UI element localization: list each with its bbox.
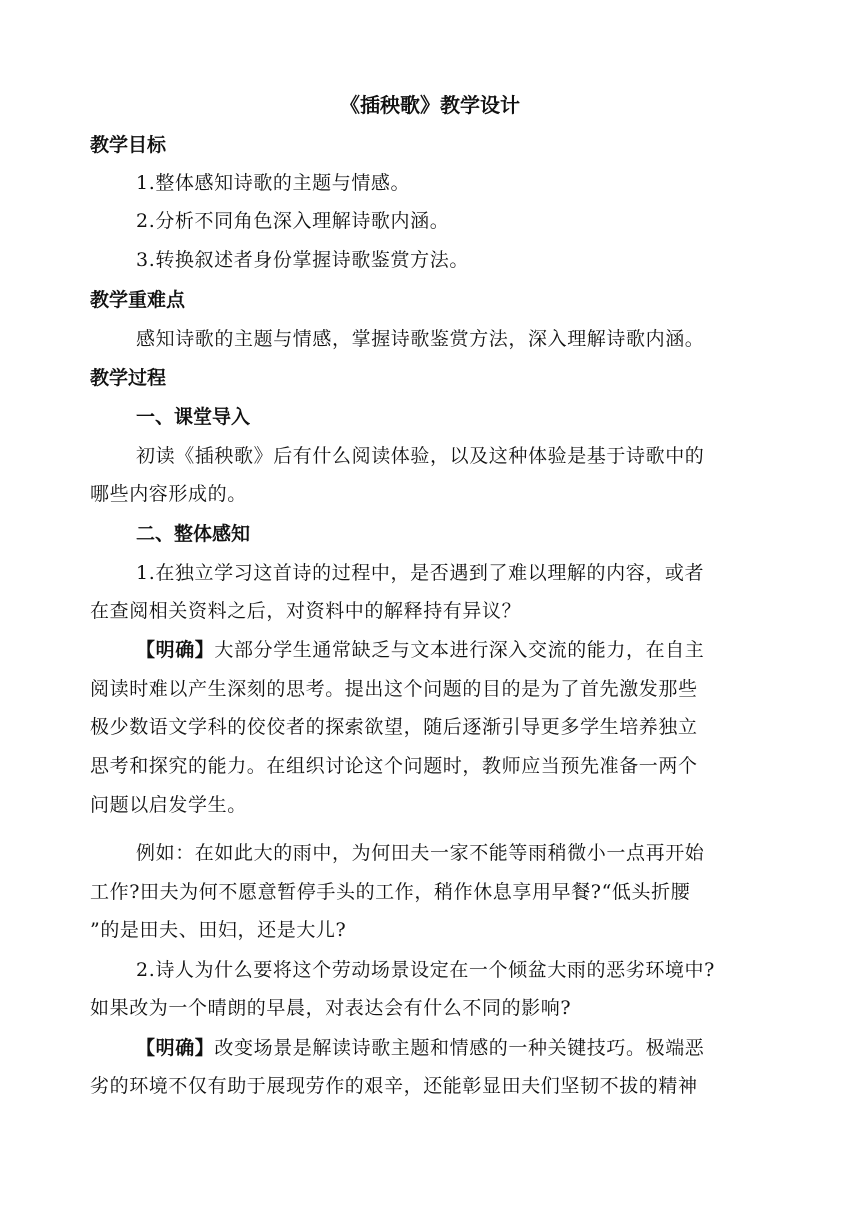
- paragraph-line: 极少数语文学科的佼佼者的探索欲望，随后逐渐引导更多学生培养独立: [90, 716, 698, 738]
- answer-text: 改变场景是解读诗歌主题和情感的一种关键技巧。极端恶: [214, 1037, 705, 1059]
- paragraph-line: 阅读时难以产生深刻的思考。提出这个问题的目的是为了首先激发那些: [90, 678, 698, 700]
- objective-item: 3.转换叙述者身份掌握诗歌鉴赏方法。: [136, 249, 469, 271]
- key-points-text: 感知诗歌的主题与情感，掌握诗歌鉴赏方法，深入理解诗歌内涵。: [136, 328, 705, 350]
- heading-key-points: 教学重难点: [90, 289, 186, 311]
- paragraph-line: 问题以启发学生。: [90, 794, 247, 816]
- heading-intro: 一、课堂导入: [136, 406, 251, 428]
- objective-item: 2.分析不同角色深入理解诗歌内涵。: [136, 210, 450, 232]
- paragraph-line: ”的是田夫、田妇，还是大儿?: [90, 919, 347, 941]
- clarify-label: 【明确】: [136, 1037, 215, 1059]
- paragraph-line: 哪些内容形成的。: [90, 483, 247, 505]
- paragraph-line: 劣的环境不仅有助于展现劳作的艰辛，还能彰显田夫们坚韧不拔的精神: [90, 1075, 698, 1097]
- heading-overall: 二、整体感知: [136, 523, 251, 545]
- paragraph-line: [136, 1031, 704, 1065]
- heading-process: 教学过程: [90, 367, 167, 389]
- heading-objectives: 教学目标: [90, 134, 167, 156]
- objective-item: 1.整体感知诗歌的主题与情感。: [136, 172, 411, 194]
- paragraph-line: 初读《插秧歌》后有什么阅读体验，以及这种体验是基于诗歌中的: [136, 445, 705, 467]
- document-title: 《插秧歌》教学设计: [340, 93, 520, 117]
- paragraph-line: 思考和探究的能力。在组织讨论这个问题时，教师应当预先准备一两个: [90, 755, 698, 777]
- paragraph-line: 2.诗人为什么要将这个劳动场景设定在一个倾盆大雨的恶劣环境中?: [136, 959, 715, 981]
- paragraph-line: 1.在独立学习这首诗的过程中，是否遇到了难以理解的内容，或者: [136, 562, 705, 584]
- paragraph-line: 例如：在如此大的雨中，为何田夫一家不能等雨稍微小一点再开始: [136, 842, 705, 864]
- paragraph-line: 如果改为一个晴朗的早晨，对表达会有什么不同的影响?: [90, 997, 572, 1019]
- clarify-label: 【明确】: [136, 639, 215, 661]
- paragraph-line: [136, 633, 704, 667]
- paragraph-line: 在查阅相关资料之后，对资料中的解释持有异议？: [90, 600, 522, 622]
- paragraph-line: 工作?田夫为何不愿意暂停手头的工作，稍作休息享用早餐?“低头折腰: [90, 881, 691, 903]
- answer-text: 大部分学生通常缺乏与文本进行深入交流的能力，在自主: [214, 639, 705, 661]
